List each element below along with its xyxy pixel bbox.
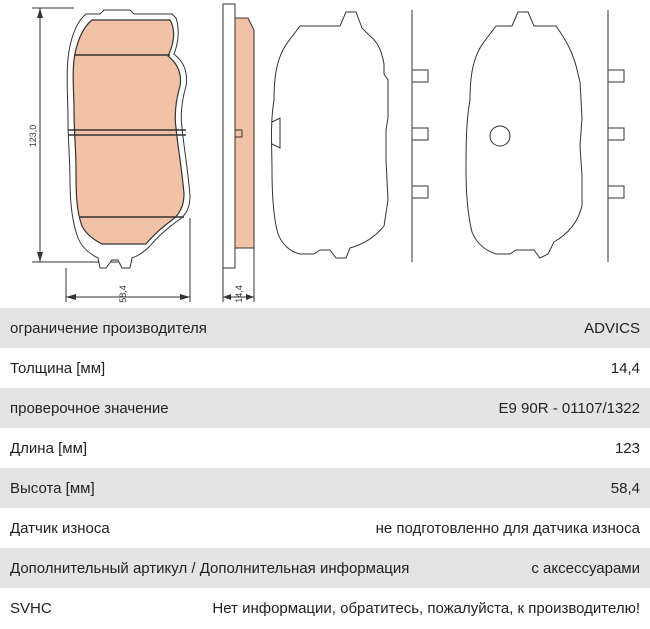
spec-value: E9 90R - 01107/1322 bbox=[498, 399, 640, 417]
spec-row-manufacturer-restriction bbox=[0, 308, 650, 348]
brake-pad-technical-drawing bbox=[0, 0, 650, 306]
specifications-table bbox=[0, 308, 650, 628]
spec-value: ADVICS bbox=[584, 319, 640, 337]
spec-label: Длина [мм] bbox=[10, 439, 88, 457]
spec-row-wear-sensor bbox=[0, 508, 650, 548]
width-dimension-label: 58,4 bbox=[118, 285, 128, 303]
thickness-dimension-label: 14,4 bbox=[234, 285, 244, 303]
spec-label: SVHC bbox=[10, 599, 52, 617]
pad-rear-view-2 bbox=[466, 10, 624, 262]
friction-material bbox=[73, 20, 184, 244]
spec-row-height bbox=[0, 468, 650, 508]
spec-row-test-mark bbox=[0, 388, 650, 428]
pad-front-view bbox=[67, 10, 190, 268]
spec-label: Дополнительный артикул / Дополнительная информация bbox=[10, 559, 410, 577]
spec-value: с аксессуарами bbox=[531, 559, 640, 577]
spec-value: Нет информации, обратитесь, пожалуйста, к производителю! bbox=[212, 599, 640, 617]
pad-side-view bbox=[223, 4, 254, 268]
spec-row-svhc bbox=[0, 588, 650, 628]
spec-label: проверочное значение bbox=[10, 399, 169, 417]
pad-rear-view-1 bbox=[272, 10, 429, 262]
spec-label: ограничение производителя bbox=[10, 319, 207, 337]
height-dimension-label: 123,0 bbox=[28, 124, 38, 148]
spec-row-length bbox=[0, 428, 650, 468]
spec-value: 58,4 bbox=[610, 479, 640, 497]
spec-value: 14,4 bbox=[610, 359, 640, 377]
spec-label: Датчик износа bbox=[10, 519, 110, 537]
spec-value: не подготовленно для датчика износа bbox=[375, 519, 640, 537]
spec-row-thickness bbox=[0, 348, 650, 388]
spec-label: Толщина [мм] bbox=[10, 359, 106, 377]
spec-row-additional-info bbox=[0, 548, 650, 588]
spec-label: Высота [мм] bbox=[10, 479, 95, 497]
spec-value: 123 bbox=[614, 439, 640, 457]
